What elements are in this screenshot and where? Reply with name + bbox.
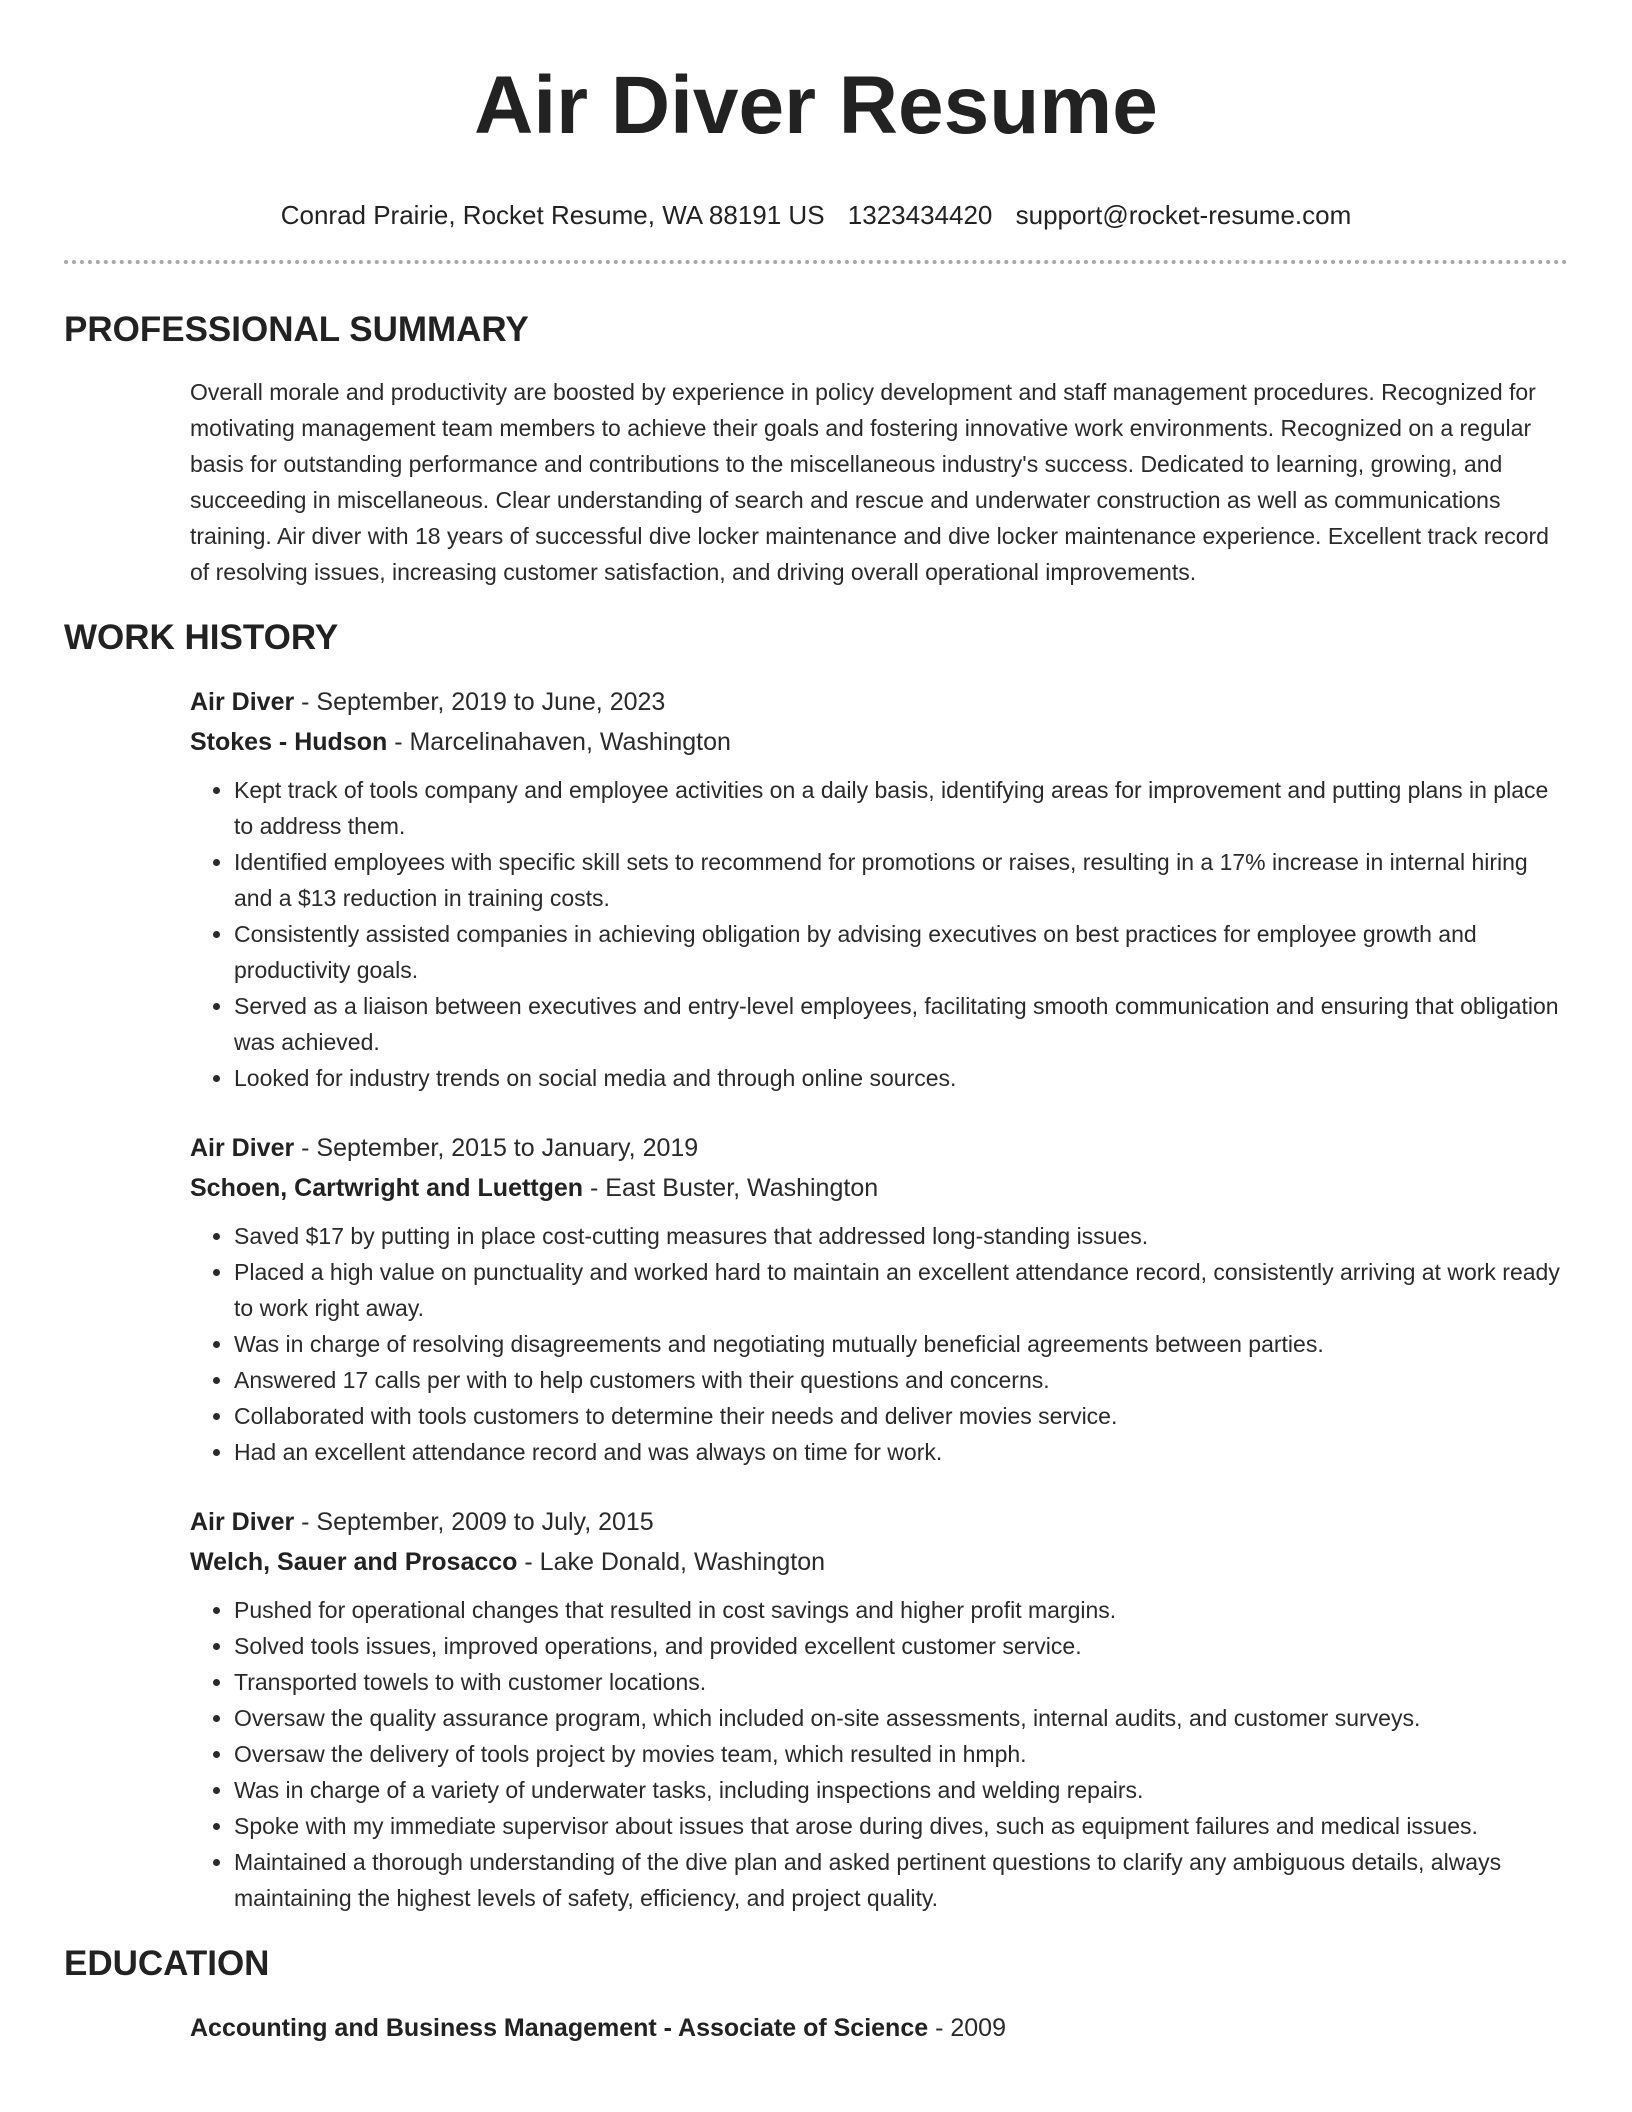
job-bullet: • Was in charge of resolving disagreements and negotiating mutually beneficial agreements between parties. [234,1326,1568,1362]
job-bullet: • Transported towels to with customer locations. [234,1664,1568,1700]
education-year: - 2009 [928,2014,1006,2042]
job-entry [190,682,1568,1096]
job-entry [190,1128,1568,1470]
resume-title: Air Diver Resume [474,60,1158,151]
job-company-line [190,1542,1568,1582]
job-bullets [190,772,1568,1096]
job-title: Air Diver [190,1134,295,1162]
education-heading: EDUCATION [64,1944,270,1983]
job-bullet: • Served as a liaison between executives and entry-level employees, facilitating smooth communication and ensuring that obligation was achieved. [234,988,1568,1060]
job-bullet: • Kept track of tools company and employee activities on a daily basis, identifying areas for improvement and putting plans in place to address them. [234,772,1568,844]
job-bullet: • Collaborated with tools customers to determine their needs and deliver movies service. [234,1398,1568,1434]
job-entry [190,1502,1568,1916]
job-title-line [190,1128,1568,1168]
job-bullet: • Maintained a thorough understanding of the dive plan and asked pertinent questions to clarify any ambiguous details, always maintaining the highest levels of safety, efficiency, and project quality. [234,1844,1568,1916]
job-location: - Lake Donald, Washington [517,1548,826,1576]
job-title: Air Diver [190,1508,295,1536]
job-company: Schoen, Cartwright and Luettgen [190,1174,584,1202]
job-company-line [190,722,1568,762]
job-location: - East Buster, Washington [583,1174,879,1202]
job-bullet: • Had an excellent attendance record and was always on time for work. [234,1434,1568,1470]
job-company: Welch, Sauer and Prosacco [190,1548,518,1576]
job-bullets [190,1218,1568,1470]
summary-text: Overall morale and productivity are boosted by experience in policy development and staff management procedures. Recognized for motivating management team members to achieve their goals and fostering innovative work environments. Recognized on a regular basis for outstanding performance and contributions to the miscellaneous industry's success. Dedicated to learning, growing, and succeeding in miscellaneous. Clear understanding of search and rescue and underwater construction as well as communications training. Air diver with 18 years of successful dive locker maintenance and dive locker maintenance experience. Excellent track record of resolving issues, increasing customer satisfaction, and driving overall operational improvements. [190,379,1549,585]
contact-line [64,198,1568,232]
contact-email: support@rocket-resume.com [1015,200,1352,230]
job-bullet: • Identified employees with specific skill sets to recommend for promotions or raises, resulting in a 17% increase in internal hiring and a $13 reduction in training costs. [234,844,1568,916]
job-bullet: • Spoke with my immediate supervisor about issues that arose during dives, such as equipment failures and medical issues. [234,1808,1568,1844]
work-history-heading: WORK HISTORY [64,618,339,657]
job-title: Air Diver [190,688,295,716]
job-dates: - September, 2019 to June, 2023 [294,688,666,716]
job-dates: - September, 2009 to July, 2015 [294,1508,654,1536]
job-dates: - September, 2015 to January, 2019 [294,1134,699,1162]
job-title-line [190,682,1568,722]
job-location: - Marcelinahaven, Washington [387,728,731,756]
job-bullet: • Oversaw the delivery of tools project by movies team, which resulted in hmph. [234,1736,1568,1772]
education-degree: Accounting and Business Management - Associate of Science [190,2014,929,2042]
job-bullet: • Solved tools issues, improved operations, and provided excellent customer service. [234,1628,1568,1664]
job-company-line [190,1168,1568,1208]
job-bullet: • Saved $17 by putting in place cost-cutting measures that addressed long-standing issues. [234,1218,1568,1254]
job-bullets [190,1592,1568,1916]
job-bullet: • Consistently assisted companies in achieving obligation by advising executives on best practices for employee growth and productivity goals. [234,916,1568,988]
contact-address: Conrad Prairie, Rocket Resume, WA 88191 US [280,200,825,230]
job-title-line [190,1502,1568,1542]
job-company: Stokes - Hudson [190,728,388,756]
job-bullet: • Looked for industry trends on social media and through online sources. [234,1060,1568,1096]
job-bullet: • Oversaw the quality assurance program, which included on-site assessments, internal audits, and customer surveys. [234,1700,1568,1736]
job-bullet: • Was in charge of a variety of underwater tasks, including inspections and welding repairs. [234,1772,1568,1808]
header-divider [64,260,1568,264]
summary-heading: PROFESSIONAL SUMMARY [64,310,529,349]
job-bullet: • Answered 17 calls per with to help customers with their questions and concerns. [234,1362,1568,1398]
contact-phone: 1323434420 [847,200,993,230]
education-entry [190,2008,1568,2048]
job-bullet: • Placed a high value on punctuality and worked hard to maintain an excellent attendance record, consistently arriving at work ready to work right away. [234,1254,1568,1326]
job-bullet: • Pushed for operational changes that resulted in cost savings and higher profit margins. [234,1592,1568,1628]
